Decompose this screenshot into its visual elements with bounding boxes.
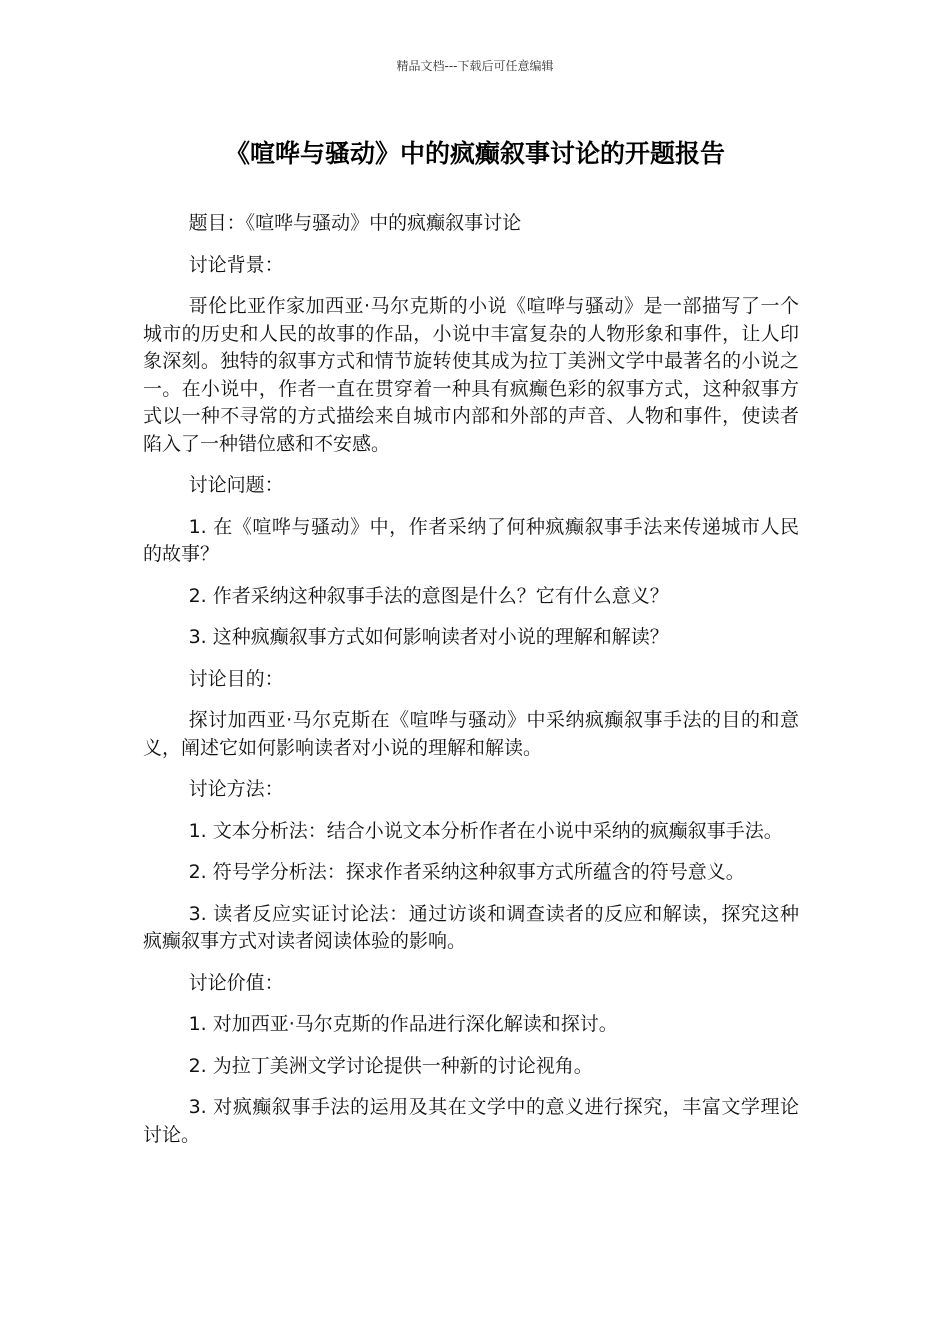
document-title: 《喧哗与骚动》中的疯癫叙事讨论的开题报告 <box>224 139 725 168</box>
method-item-3: 3. 读者反应实证讨论法：通过访谈和调查读者的反应和解读，探究这种疯癫叙事方式对读者阅读体验的影响。 <box>143 902 799 952</box>
value-item-1: 1. 对加西亚·马尔克斯的作品进行深化解读和探讨。 <box>188 1013 618 1035</box>
section-heading-purpose: 讨论目的： <box>188 667 284 690</box>
section-heading-questions: 讨论问题： <box>188 474 284 496</box>
question-item-2: 2. 作者采纳这种叙事手法的意图是什么？它有什么意义？ <box>188 584 669 607</box>
document-body <box>143 210 799 1163</box>
header-note: 精品文档---下载后可任意编辑 <box>396 59 554 73</box>
question-item-3: 3. 这种疯癫叙事方式如何影响读者对小说的理解和解读？ <box>188 626 669 648</box>
section-heading-value: 讨论价值： <box>188 971 284 994</box>
section-heading-methods: 讨论方法： <box>188 778 284 800</box>
method-item-2: 2. 符号学分析法：探求作者采纳这种叙事方式所蕴含的符号意义。 <box>188 861 745 883</box>
value-item-3: 3. 对疯癫叙事手法的运用及其在文学中的意义进行探究，丰富文学理论讨论。 <box>143 1096 799 1146</box>
paragraph-topic: 题目：《喧哗与骚动》中的疯癫叙事讨论 <box>188 212 522 234</box>
question-item-1: 1. 在《喧哗与骚动》中，作者采纳了何种疯癫叙事手法来传递城市人民的故事？ <box>143 515 799 565</box>
section-heading-background: 讨论背景： <box>188 253 284 276</box>
value-item-2: 2. 为拉丁美洲文学讨论提供一种新的讨论视角。 <box>188 1054 593 1077</box>
paragraph-purpose: 探讨加西亚·马尔克斯在《喧哗与骚动》中采纳疯癫叙事手法的目的和意义，阐述它如何影响读者对小说的理解和解读。 <box>143 709 799 759</box>
method-item-1: 1. 文本分析法：结合小说文本分析作者在小说中采纳的疯癫叙事手法。 <box>188 819 783 842</box>
paragraph-background: 哥伦比亚作家加西亚·马尔克斯的小说《喧哗与骚动》是一部描写了一个城市的历史和人民的故事的作品，小说中丰富复杂的人物形象和事件，让人印象深刻。独特的叙事方式和情节旋转使其成为拉丁美洲文学中最著名的小说之一。在小说中，作者一直在贯穿着一种具有疯癫色彩的叙事方式，这种叙事方式以一种不寻常的方式描绘来自城市内部和外部的声音、人物和事件，使读者陷入了一种错位感和不安感。 <box>143 295 799 455</box>
